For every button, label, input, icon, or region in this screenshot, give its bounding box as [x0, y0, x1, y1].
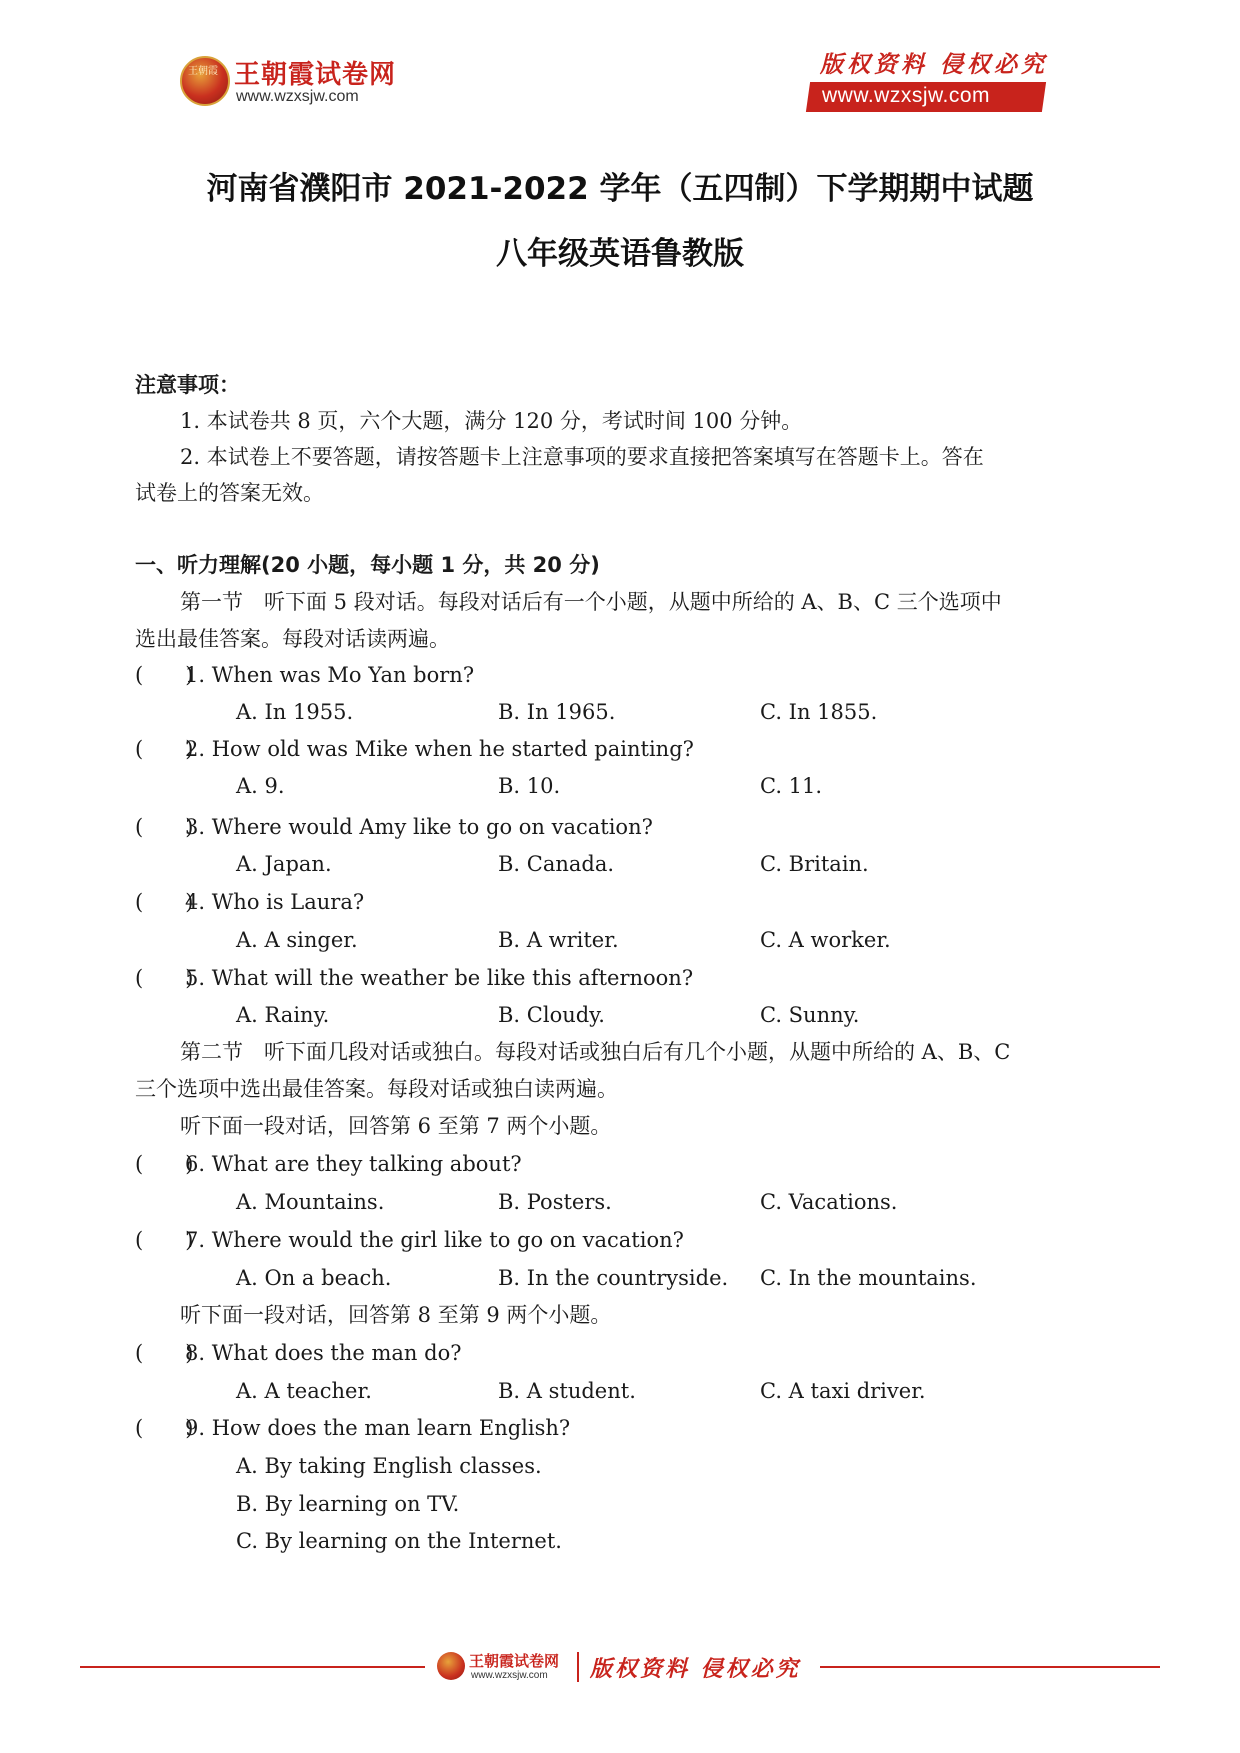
option-a: A. Rainy. — [236, 1003, 330, 1027]
footer-logo-name: 王朝霞试卷网 — [469, 1652, 560, 1670]
option-c: C. A taxi driver. — [760, 1379, 926, 1403]
footer-logo — [437, 1650, 577, 1686]
option-b: B. A student. — [498, 1379, 636, 1403]
option-a: A. A teacher. — [236, 1379, 372, 1403]
option-a: A. Mountains. — [236, 1190, 385, 1214]
option-c: C. Britain. — [760, 852, 869, 876]
page-subtitle: 八年级英语鲁教版 — [496, 236, 744, 272]
question-4: 4. Who is Laura? — [185, 890, 365, 914]
option-c: C. By learning on the Internet. — [236, 1529, 562, 1553]
page-title: 河南省濮阳市 2021-2022 学年（五四制）下学期期中试题 — [206, 171, 1034, 207]
question-6: 6. What are they talking about? — [185, 1152, 522, 1176]
option-c: C. A worker. — [760, 928, 891, 952]
footer-copyright: 版权资料 侵权必究 — [590, 1656, 801, 1682]
question-9: 9. How does the man learn English? — [185, 1416, 571, 1440]
footer-separator — [577, 1652, 579, 1682]
option-a: A. In 1955. — [236, 700, 354, 724]
option-b: B. Canada. — [498, 852, 615, 876]
notice-item-1: 1. 本试卷共 8 页，六个大题，满分 120 分，考试时间 100 分钟。 — [180, 409, 803, 433]
footer-rule-right — [820, 1666, 1160, 1668]
copyright-stamp — [808, 46, 1048, 116]
question-3: 3. Where would Amy like to go on vacation? — [185, 815, 653, 839]
logo-url: www.wzxsjw.com — [236, 88, 359, 105]
answer-blank: ( ) — [135, 1416, 194, 1440]
dialogue-instruction-6-7: 听下面一段对话，回答第 6 至第 7 两个小题。 — [180, 1114, 612, 1138]
option-a: A. By taking English classes. — [236, 1454, 542, 1478]
part-2-instructions-line-1: 第二节 听下面几段对话或独白。每段对话或独白后有几个小题，从题中所给的 A、B、C — [180, 1040, 1011, 1064]
copyright-url: www.wzxsjw.com — [822, 84, 991, 107]
option-b: B. By learning on TV. — [236, 1492, 460, 1516]
section-heading: 一、听力理解(20 小题，每小题 1 分，共 20 分) — [135, 553, 600, 577]
site-logo — [180, 48, 420, 116]
answer-blank: ( ) — [135, 1228, 194, 1252]
answer-blank: ( ) — [135, 663, 194, 687]
footer-logo-url: www.wzxsjw.com — [471, 1670, 548, 1681]
part-2-instructions-line-2: 三个选项中选出最佳答案。每段对话或独白读两遍。 — [135, 1077, 618, 1101]
option-a: A. On a beach. — [236, 1266, 392, 1290]
option-b: B. A writer. — [498, 928, 619, 952]
footer-rule-left — [80, 1666, 425, 1668]
question-1: 1. When was Mo Yan born? — [185, 663, 475, 687]
question-8: 8. What does the man do? — [185, 1341, 462, 1365]
logo-name: 王朝霞试卷网 — [234, 60, 397, 90]
answer-blank: ( ) — [135, 1152, 194, 1176]
option-b: B. In 1965. — [498, 700, 616, 724]
part-1-instructions-line-2: 选出最佳答案。每段对话读两遍。 — [135, 627, 450, 651]
answer-blank: ( ) — [135, 966, 194, 990]
option-a: A. A singer. — [236, 928, 358, 952]
footer-seal-icon — [437, 1652, 465, 1680]
part-1-instructions-line-1: 第一节 听下面 5 段对话。每段对话后有一个小题，从题中所给的 A、B、C 三个选项中 — [180, 590, 1002, 614]
option-a: A. 9. — [236, 774, 285, 798]
option-b: B. Posters. — [498, 1190, 612, 1214]
dialogue-instruction-8-9: 听下面一段对话，回答第 8 至第 9 两个小题。 — [180, 1303, 612, 1327]
question-7: 7. Where would the girl like to go on vacation? — [185, 1228, 684, 1252]
notice-item-2-line-1: 2. 本试卷上不要答题，请按答题卡上注意事项的要求直接把答案填写在答题卡上。答在 — [180, 445, 984, 469]
option-b: B. In the countryside. — [498, 1266, 729, 1290]
option-c: C. In 1855. — [760, 700, 878, 724]
option-c: C. Vacations. — [760, 1190, 898, 1214]
option-b: B. Cloudy. — [498, 1003, 605, 1027]
logo-seal-text: 王朝霞 — [188, 66, 218, 77]
notice-item-2-line-2: 试卷上的答案无效。 — [135, 481, 324, 505]
option-c: C. Sunny. — [760, 1003, 860, 1027]
option-b: B. 10. — [498, 774, 561, 798]
answer-blank: ( ) — [135, 890, 194, 914]
option-c: C. In the mountains. — [760, 1266, 977, 1290]
question-5: 5. What will the weather be like this afternoon? — [185, 966, 694, 990]
question-2: 2. How old was Mike when he started painting? — [185, 737, 694, 761]
notice-heading: 注意事项： — [135, 373, 240, 397]
option-c: C. 11. — [760, 774, 823, 798]
copyright-text: 版权资料 侵权必究 — [820, 51, 1049, 78]
answer-blank: ( ) — [135, 1341, 194, 1365]
option-a: A. Japan. — [236, 852, 332, 876]
answer-blank: ( ) — [135, 737, 194, 761]
answer-blank: ( ) — [135, 815, 194, 839]
